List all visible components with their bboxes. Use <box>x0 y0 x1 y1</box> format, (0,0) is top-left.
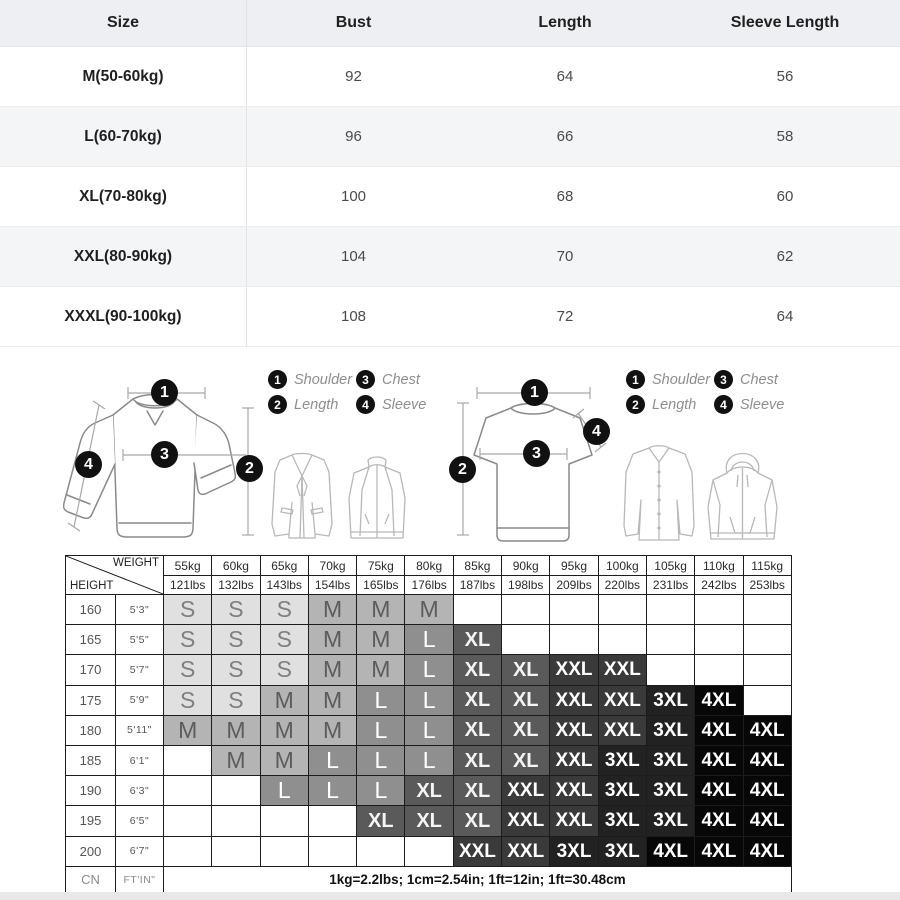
size-value: 108 <box>340 308 367 325</box>
legend-label: Chest <box>740 371 778 388</box>
size-grade-cell: XL <box>454 746 502 776</box>
size-grade-cell: 4XL <box>695 806 743 836</box>
size-value: 66 <box>556 128 574 145</box>
size-grade-cell: S <box>261 655 309 685</box>
height-cm-cell: 190 <box>66 776 116 806</box>
size-grade-cell: M <box>357 655 405 685</box>
size-grade-cell: XL <box>454 716 502 746</box>
size-value: 104 <box>340 248 367 265</box>
column-header: Bust <box>335 14 372 31</box>
size-grade-cell <box>647 595 695 625</box>
number-badge-icon: 3 <box>356 370 375 389</box>
weight-lbs-header: 132lbs <box>212 576 260 595</box>
size-grade-cell: 4XL <box>744 806 792 836</box>
length-marker-badge: 2 <box>449 456 476 483</box>
height-ftin-cell: 6'5" <box>116 806 164 836</box>
size-value: 64 <box>776 308 794 325</box>
size-grade-cell: XXL <box>550 746 598 776</box>
height-cm-cell: 175 <box>66 686 116 716</box>
size-grade-cell <box>647 625 695 655</box>
legend-item <box>714 370 784 389</box>
size-grade-cell: XL <box>502 746 550 776</box>
legend-label: Sleeve <box>740 396 785 413</box>
size-label: XXL(80-90kg) <box>0 227 247 286</box>
size-grade-cell: S <box>164 655 212 685</box>
column-header: Size <box>0 0 247 46</box>
size-grade-cell: L <box>357 716 405 746</box>
size-value: 96 <box>345 128 362 145</box>
size-label: L(60-70kg) <box>0 107 247 166</box>
size-grade-cell: 4XL <box>744 746 792 776</box>
zip-jacket-icon <box>338 450 416 546</box>
height-cm-cell: 165 <box>66 625 116 655</box>
height-ftin-cell: 5'7" <box>116 655 164 685</box>
size-grade-cell: M <box>261 686 309 716</box>
size-grade-cell: L <box>309 746 357 776</box>
size-value: 100 <box>340 188 367 205</box>
size-grade-cell <box>695 625 743 655</box>
weight-lbs-header: 143lbs <box>261 576 309 595</box>
size-grade-cell: 4XL <box>695 686 743 716</box>
size-grade-cell <box>502 595 550 625</box>
number-badge-icon: 1 <box>268 370 287 389</box>
size-grade-cell: XL <box>502 686 550 716</box>
weight-lbs-header: 198lbs <box>502 576 550 595</box>
size-grade-cell: 4XL <box>695 716 743 746</box>
size-grade-cell <box>599 625 647 655</box>
size-table-row <box>0 107 900 167</box>
height-cm-cell: 200 <box>66 837 116 867</box>
size-grade-cell: XL <box>454 655 502 685</box>
size-grade-cell: XXL <box>599 716 647 746</box>
size-grade-cell: 4XL <box>744 776 792 806</box>
weight-kg-header: 100kg <box>599 556 647 576</box>
weight-lbs-header: 121lbs <box>164 576 212 595</box>
weight-lbs-header: 253lbs <box>744 576 792 595</box>
legend-item <box>714 395 784 414</box>
legend-label: Shoulder <box>652 371 711 388</box>
shoulder-marker-badge: 1 <box>521 379 548 406</box>
size-grade-cell <box>502 625 550 655</box>
size-value: 72 <box>556 308 574 325</box>
weight-kg-header: 95kg <box>550 556 598 576</box>
height-cm-cell: 195 <box>66 806 116 836</box>
size-grade-cell <box>744 686 792 716</box>
weight-kg-header: 65kg <box>261 556 309 576</box>
legend-item <box>268 370 356 389</box>
size-grade-cell: XL <box>502 716 550 746</box>
legend-label: Chest <box>382 371 420 388</box>
size-grade-cell <box>212 837 260 867</box>
weight-lbs-header: 176lbs <box>405 576 453 595</box>
size-grade-cell <box>695 655 743 685</box>
number-badge-icon: 2 <box>626 395 645 414</box>
sleeve-marker-badge: 4 <box>583 418 610 445</box>
weight-kg-header: 110kg <box>695 556 743 576</box>
size-grade-cell <box>357 837 405 867</box>
height-ftin-cell: 5'5" <box>116 625 164 655</box>
size-grade-cell <box>744 655 792 685</box>
size-grade-cell <box>164 806 212 836</box>
size-value: 62 <box>776 248 794 265</box>
size-value: 64 <box>556 68 574 85</box>
matrix-corner-cell <box>66 556 164 595</box>
weight-kg-header: 105kg <box>647 556 695 576</box>
size-grade-cell: S <box>261 625 309 655</box>
size-grade-cell: M <box>357 625 405 655</box>
size-grade-cell <box>164 746 212 776</box>
size-grade-cell: M <box>309 655 357 685</box>
measurement-legend <box>626 370 784 414</box>
size-grade-cell: M <box>309 686 357 716</box>
weight-kg-header: 85kg <box>454 556 502 576</box>
size-grade-cell: M <box>309 716 357 746</box>
size-grade-cell <box>744 625 792 655</box>
size-grade-cell: 3XL <box>599 746 647 776</box>
weight-kg-header: 115kg <box>744 556 792 576</box>
size-grade-cell <box>647 655 695 685</box>
size-grade-cell: 3XL <box>599 776 647 806</box>
size-grade-cell: XXL <box>454 837 502 867</box>
height-ftin-cell: 6'3" <box>116 776 164 806</box>
size-grade-cell: XL <box>405 776 453 806</box>
height-cm-cell: 180 <box>66 716 116 746</box>
size-grade-cell: XXL <box>550 655 598 685</box>
size-grade-cell: S <box>212 686 260 716</box>
conversion-note: 1kg=2.2lbs; 1cm=2.54in; 1ft=12in; 1ft=30.48cm <box>164 867 792 894</box>
weight-axis-label: WEIGHT <box>113 557 159 569</box>
weight-kg-header: 90kg <box>502 556 550 576</box>
size-grade-cell: XXL <box>550 716 598 746</box>
shoulder-marker-badge: 1 <box>151 379 178 406</box>
cn-unit-label: CN <box>66 867 116 894</box>
size-grade-cell: M <box>261 716 309 746</box>
size-grade-cell <box>599 595 647 625</box>
size-grade-cell: 4XL <box>744 716 792 746</box>
size-grade-cell: XL <box>454 625 502 655</box>
size-grade-cell: 4XL <box>695 776 743 806</box>
sweatshirt-measurement-drawing <box>35 365 265 545</box>
size-grade-cell: L <box>405 625 453 655</box>
size-grade-cell: 4XL <box>695 746 743 776</box>
size-grade-cell: XXL <box>550 776 598 806</box>
blazer-icon <box>266 446 338 546</box>
weight-kg-header: 60kg <box>212 556 260 576</box>
height-ftin-cell: 5'11" <box>116 716 164 746</box>
size-grade-cell: 3XL <box>647 806 695 836</box>
weight-kg-header: 80kg <box>405 556 453 576</box>
size-grade-cell: L <box>357 746 405 776</box>
height-cm-cell: 170 <box>66 655 116 685</box>
size-grade-cell: 3XL <box>647 686 695 716</box>
size-grade-cell: S <box>164 625 212 655</box>
legend-label: Length <box>294 396 339 413</box>
weight-kg-header: 75kg <box>357 556 405 576</box>
size-value: 60 <box>776 188 794 205</box>
height-axis-label: HEIGHT <box>70 580 114 592</box>
size-grade-cell: S <box>261 595 309 625</box>
weight-lbs-header: 242lbs <box>695 576 743 595</box>
weight-kg-header: 55kg <box>164 556 212 576</box>
legend-label: Sleeve <box>382 396 427 413</box>
legend-item <box>626 395 714 414</box>
legend-item <box>356 370 426 389</box>
size-table-header-row <box>0 0 900 47</box>
number-badge-icon: 4 <box>356 395 375 414</box>
size-grade-cell <box>261 837 309 867</box>
size-value: 56 <box>776 68 794 85</box>
size-label: XL(70-80kg) <box>0 167 247 226</box>
weight-lbs-header: 165lbs <box>357 576 405 595</box>
size-grade-cell: S <box>212 595 260 625</box>
size-grade-cell: 4XL <box>695 837 743 867</box>
size-table-row <box>0 287 900 347</box>
size-grade-cell: S <box>212 655 260 685</box>
size-grade-cell <box>164 776 212 806</box>
size-grade-cell <box>550 595 598 625</box>
hoodie-icon <box>700 435 785 547</box>
size-grade-cell: L <box>405 655 453 685</box>
size-grade-cell: S <box>164 595 212 625</box>
bottom-divider-strip <box>0 892 900 900</box>
size-grade-cell: XXL <box>599 686 647 716</box>
button-shirt-icon <box>618 440 700 548</box>
ftin-unit-label: FT'IN" <box>116 867 164 894</box>
chest-marker-badge: 3 <box>523 440 550 467</box>
size-label: XXXL(90-100kg) <box>0 287 247 346</box>
size-grade-cell: M <box>309 595 357 625</box>
size-grade-cell: M <box>212 716 260 746</box>
size-grade-cell: 4XL <box>744 837 792 867</box>
size-grade-cell <box>550 625 598 655</box>
size-grade-cell: M <box>309 625 357 655</box>
size-grade-cell: S <box>212 625 260 655</box>
size-grade-cell: 3XL <box>647 746 695 776</box>
size-grade-cell: XL <box>405 806 453 836</box>
size-value: 70 <box>556 248 574 265</box>
size-grade-cell <box>309 837 357 867</box>
height-ftin-cell: 6'1" <box>116 746 164 776</box>
size-table-row <box>0 227 900 287</box>
size-grade-cell: XL <box>454 806 502 836</box>
size-grade-cell: 3XL <box>647 716 695 746</box>
legend-item <box>356 395 426 414</box>
size-grade-cell: XXL <box>502 806 550 836</box>
number-badge-icon: 2 <box>268 395 287 414</box>
size-grade-cell: XXL <box>599 655 647 685</box>
size-grade-cell <box>164 837 212 867</box>
height-cm-cell: 160 <box>66 595 116 625</box>
size-grade-cell: L <box>405 716 453 746</box>
size-grade-cell <box>454 595 502 625</box>
size-grade-cell: S <box>164 686 212 716</box>
number-badge-icon: 3 <box>714 370 733 389</box>
size-grade-cell: L <box>357 686 405 716</box>
size-value: 58 <box>776 128 794 145</box>
size-grade-cell: XXL <box>550 806 598 836</box>
size-grade-cell: XXL <box>502 837 550 867</box>
size-grade-cell <box>695 595 743 625</box>
size-grade-cell: 3XL <box>599 806 647 836</box>
number-badge-icon: 4 <box>714 395 733 414</box>
legend-item <box>626 370 714 389</box>
weight-lbs-header: 231lbs <box>647 576 695 595</box>
weight-lbs-header: 220lbs <box>599 576 647 595</box>
size-grade-cell: 3XL <box>647 776 695 806</box>
height-cm-cell: 185 <box>66 746 116 776</box>
number-badge-icon: 1 <box>626 370 645 389</box>
size-grade-cell <box>212 806 260 836</box>
legend-label: Shoulder <box>294 371 353 388</box>
size-grade-cell: L <box>405 746 453 776</box>
size-grade-cell: XL <box>502 655 550 685</box>
size-grade-cell <box>309 806 357 836</box>
height-ftin-cell: 6'7" <box>116 837 164 867</box>
height-ftin-cell: 5'3" <box>116 595 164 625</box>
column-header: Sleeve Length <box>730 14 840 31</box>
size-grade-cell <box>405 837 453 867</box>
size-table <box>0 0 900 347</box>
size-grade-cell <box>744 595 792 625</box>
size-grade-cell: 3XL <box>599 837 647 867</box>
size-table-row <box>0 167 900 227</box>
legend-item <box>268 395 356 414</box>
size-grade-cell: M <box>405 595 453 625</box>
column-header: Length <box>538 14 592 31</box>
size-grade-cell: L <box>309 776 357 806</box>
weight-lbs-header: 154lbs <box>309 576 357 595</box>
size-grade-cell: M <box>212 746 260 776</box>
size-grade-cell: L <box>405 686 453 716</box>
size-grade-cell <box>212 776 260 806</box>
size-grade-cell: M <box>164 716 212 746</box>
size-grade-cell: XXL <box>502 776 550 806</box>
measurement-legend <box>268 370 426 414</box>
size-grade-cell: L <box>261 776 309 806</box>
weight-lbs-header: 187lbs <box>454 576 502 595</box>
legend-label: Length <box>652 396 697 413</box>
size-value: 92 <box>345 68 362 85</box>
height-ftin-cell: 5'9" <box>116 686 164 716</box>
size-grade-cell: L <box>357 776 405 806</box>
size-value: 68 <box>556 188 574 205</box>
size-grade-cell: XL <box>454 776 502 806</box>
size-grade-cell: XXL <box>550 686 598 716</box>
weight-kg-header: 70kg <box>309 556 357 576</box>
size-grade-cell: 3XL <box>550 837 598 867</box>
weight-lbs-header: 209lbs <box>550 576 598 595</box>
size-label: M(50-60kg) <box>0 47 247 106</box>
size-grade-cell: 4XL <box>647 837 695 867</box>
size-grade-cell: XL <box>454 686 502 716</box>
size-grade-cell: M <box>261 746 309 776</box>
size-grade-cell: XL <box>357 806 405 836</box>
sleeve-marker-badge: 4 <box>75 451 102 478</box>
chest-marker-badge: 3 <box>151 441 178 468</box>
size-table-row <box>0 47 900 107</box>
size-grade-cell <box>261 806 309 836</box>
length-marker-badge: 2 <box>236 455 263 482</box>
height-weight-size-matrix <box>65 555 792 894</box>
size-grade-cell: M <box>357 595 405 625</box>
